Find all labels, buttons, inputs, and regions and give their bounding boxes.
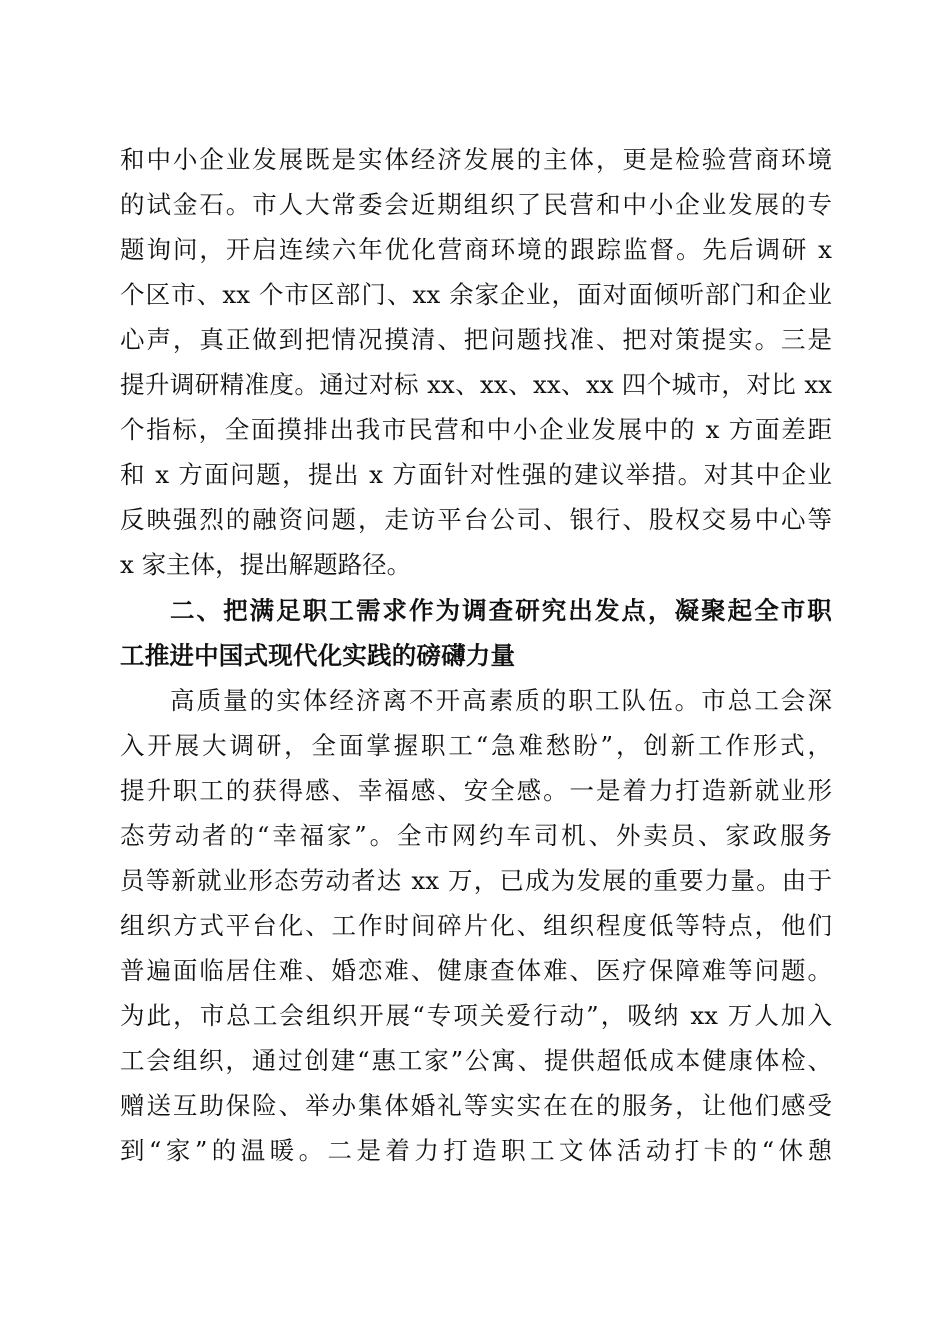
text-line: 的试金石。市人大常委会近期组织了民营和中小企业发展的专 <box>120 190 832 219</box>
text-line: 提升职工的获得感、幸福感、安全感。一是着力打造新就业形 <box>120 776 832 805</box>
text-line: 心声，真正做到把情况摸清、把问题找准、把对策提实。三是 <box>120 325 832 354</box>
text-line: 和中小企业发展既是实体经济发展的主体，更是检验营商环境 <box>120 145 832 174</box>
text-line: 组织方式平台化、工作时间碎片化、组织程度低等特点，他们 <box>120 911 832 940</box>
text-line: 个指标，全面摸排出我市民营和中小企业发展中的 x 方面差距 <box>120 415 832 444</box>
text-line: 为此，市总工会组织开展“专项关爱行动”，吸纳 xx 万人加入 <box>120 1001 832 1030</box>
text-line: 反映强烈的融资问题，走访平台公司、银行、股权交易中心等 <box>120 505 832 534</box>
text-line: 员等新就业形态劳动者达 xx 万，已成为发展的重要力量。由于 <box>120 866 832 895</box>
text-line: x 家主体，提出解题路径。 <box>120 550 412 579</box>
text-line: 工会组织，通过创建“惠工家”公寓、提供超低成本健康体检、 <box>120 1046 832 1075</box>
text-line: 提升调研精准度。通过对标 xx、xx、xx、xx 四个城市，对比 xx <box>120 370 832 399</box>
text-line: 普遍面临居住难、婚恋难、健康查体难、医疗保障难等问题。 <box>120 956 832 985</box>
text-line: 到“家”的温暖。二是着力打造职工文体活动打卡的“休憩 <box>120 1136 832 1165</box>
text-line: 赠送互助保险、举办集体婚礼等实实在在的服务，让他们感受 <box>120 1091 832 1120</box>
heading-line: 二、把满足职工需求作为调查研究出发点，凝聚起全市职 <box>170 596 832 625</box>
text-line: 入开展大调研，全面掌握职工“急难愁盼”，创新工作形式， <box>120 731 832 760</box>
text-line: 个区市、xx 个市区部门、xx 余家企业，面对面倾听部门和企业 <box>120 280 832 309</box>
text-line: 态劳动者的“幸福家”。全市网约车司机、外卖员、家政服务 <box>120 821 832 850</box>
text-line: 高质量的实体经济离不开高素质的职工队伍。市总工会深 <box>170 686 832 715</box>
text-line: 和 x 方面问题，提出 x 方面针对性强的建议举措。对其中企业 <box>120 460 832 489</box>
text-line: 题询问，开启连续六年优化营商环境的跟踪监督。先后调研 x <box>120 235 832 264</box>
heading-line: 工推进中国式现代化实践的磅礴力量 <box>120 641 516 670</box>
